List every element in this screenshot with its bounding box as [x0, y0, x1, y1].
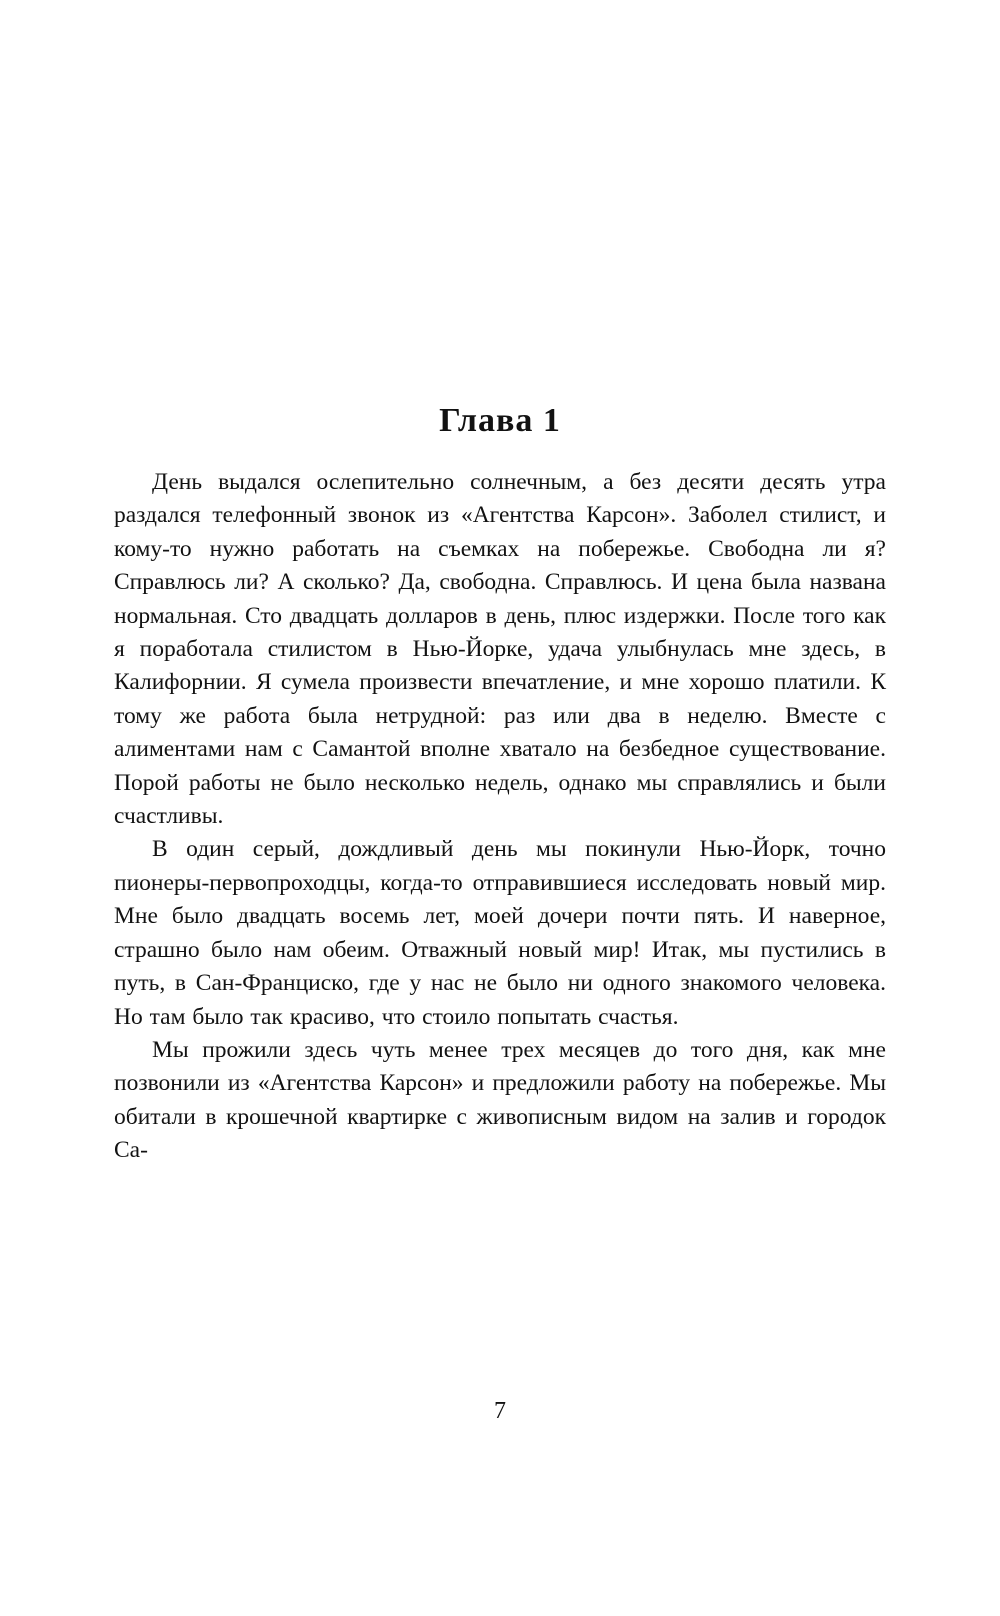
paragraph: Мы прожили здесь чуть менее трех месяцев до того дня, как мне позвонили из «Агентства Карсон» и предложили работу на побережье. Мы обитали в крошечной квартирке с живописным видом на залив и городок Са- — [114, 1036, 886, 1164]
paragraph: День выдался ослепительно солнечным, а без десяти десять утра раздался телефонный звонок из «Агентства Карсон». Заболел стилист, и кому-то нужно работать на съемках на побережье. Свободна ли я? Справлюсь ли? А сколько? Да, свободна. Справлюсь. И цена была названа нормальная. Сто двадцать долларов в день, плюс издержки. После того как я поработала стилистом в Нью-Йорке, удача улыбнулась мне здесь, в Калифорнии. Я сумела произвести впечатление, и мне хорошо платили. К тому же работа была нетрудной: раз или два в неделю. Вместе с алиментами нам с Самантой вполне хватало на безбедное существование. Порой работы не было несколько недель, однако мы справлялись и были счастливы. — [114, 469, 886, 830]
body-text — [0, 466, 1000, 1168]
paragraph: В один серый, дождливый день мы покинули Нью-Йорк, точно пионеры-первопроходцы, когда-то отправившиеся исследовать новый мир. Мне было двадцать восемь лет, моей дочери почти пять. И наверное, страшно было нам обеим. Отважный новый мир! Итак, мы пустились в путь, в Сан-Франциско, где у нас не было ни одного знакомого человека. Но там было так красиво, что стоило попытать счастья. — [114, 836, 886, 1030]
page-number: 7 — [494, 1398, 506, 1424]
chapter-heading: Глава 1 — [439, 402, 561, 439]
